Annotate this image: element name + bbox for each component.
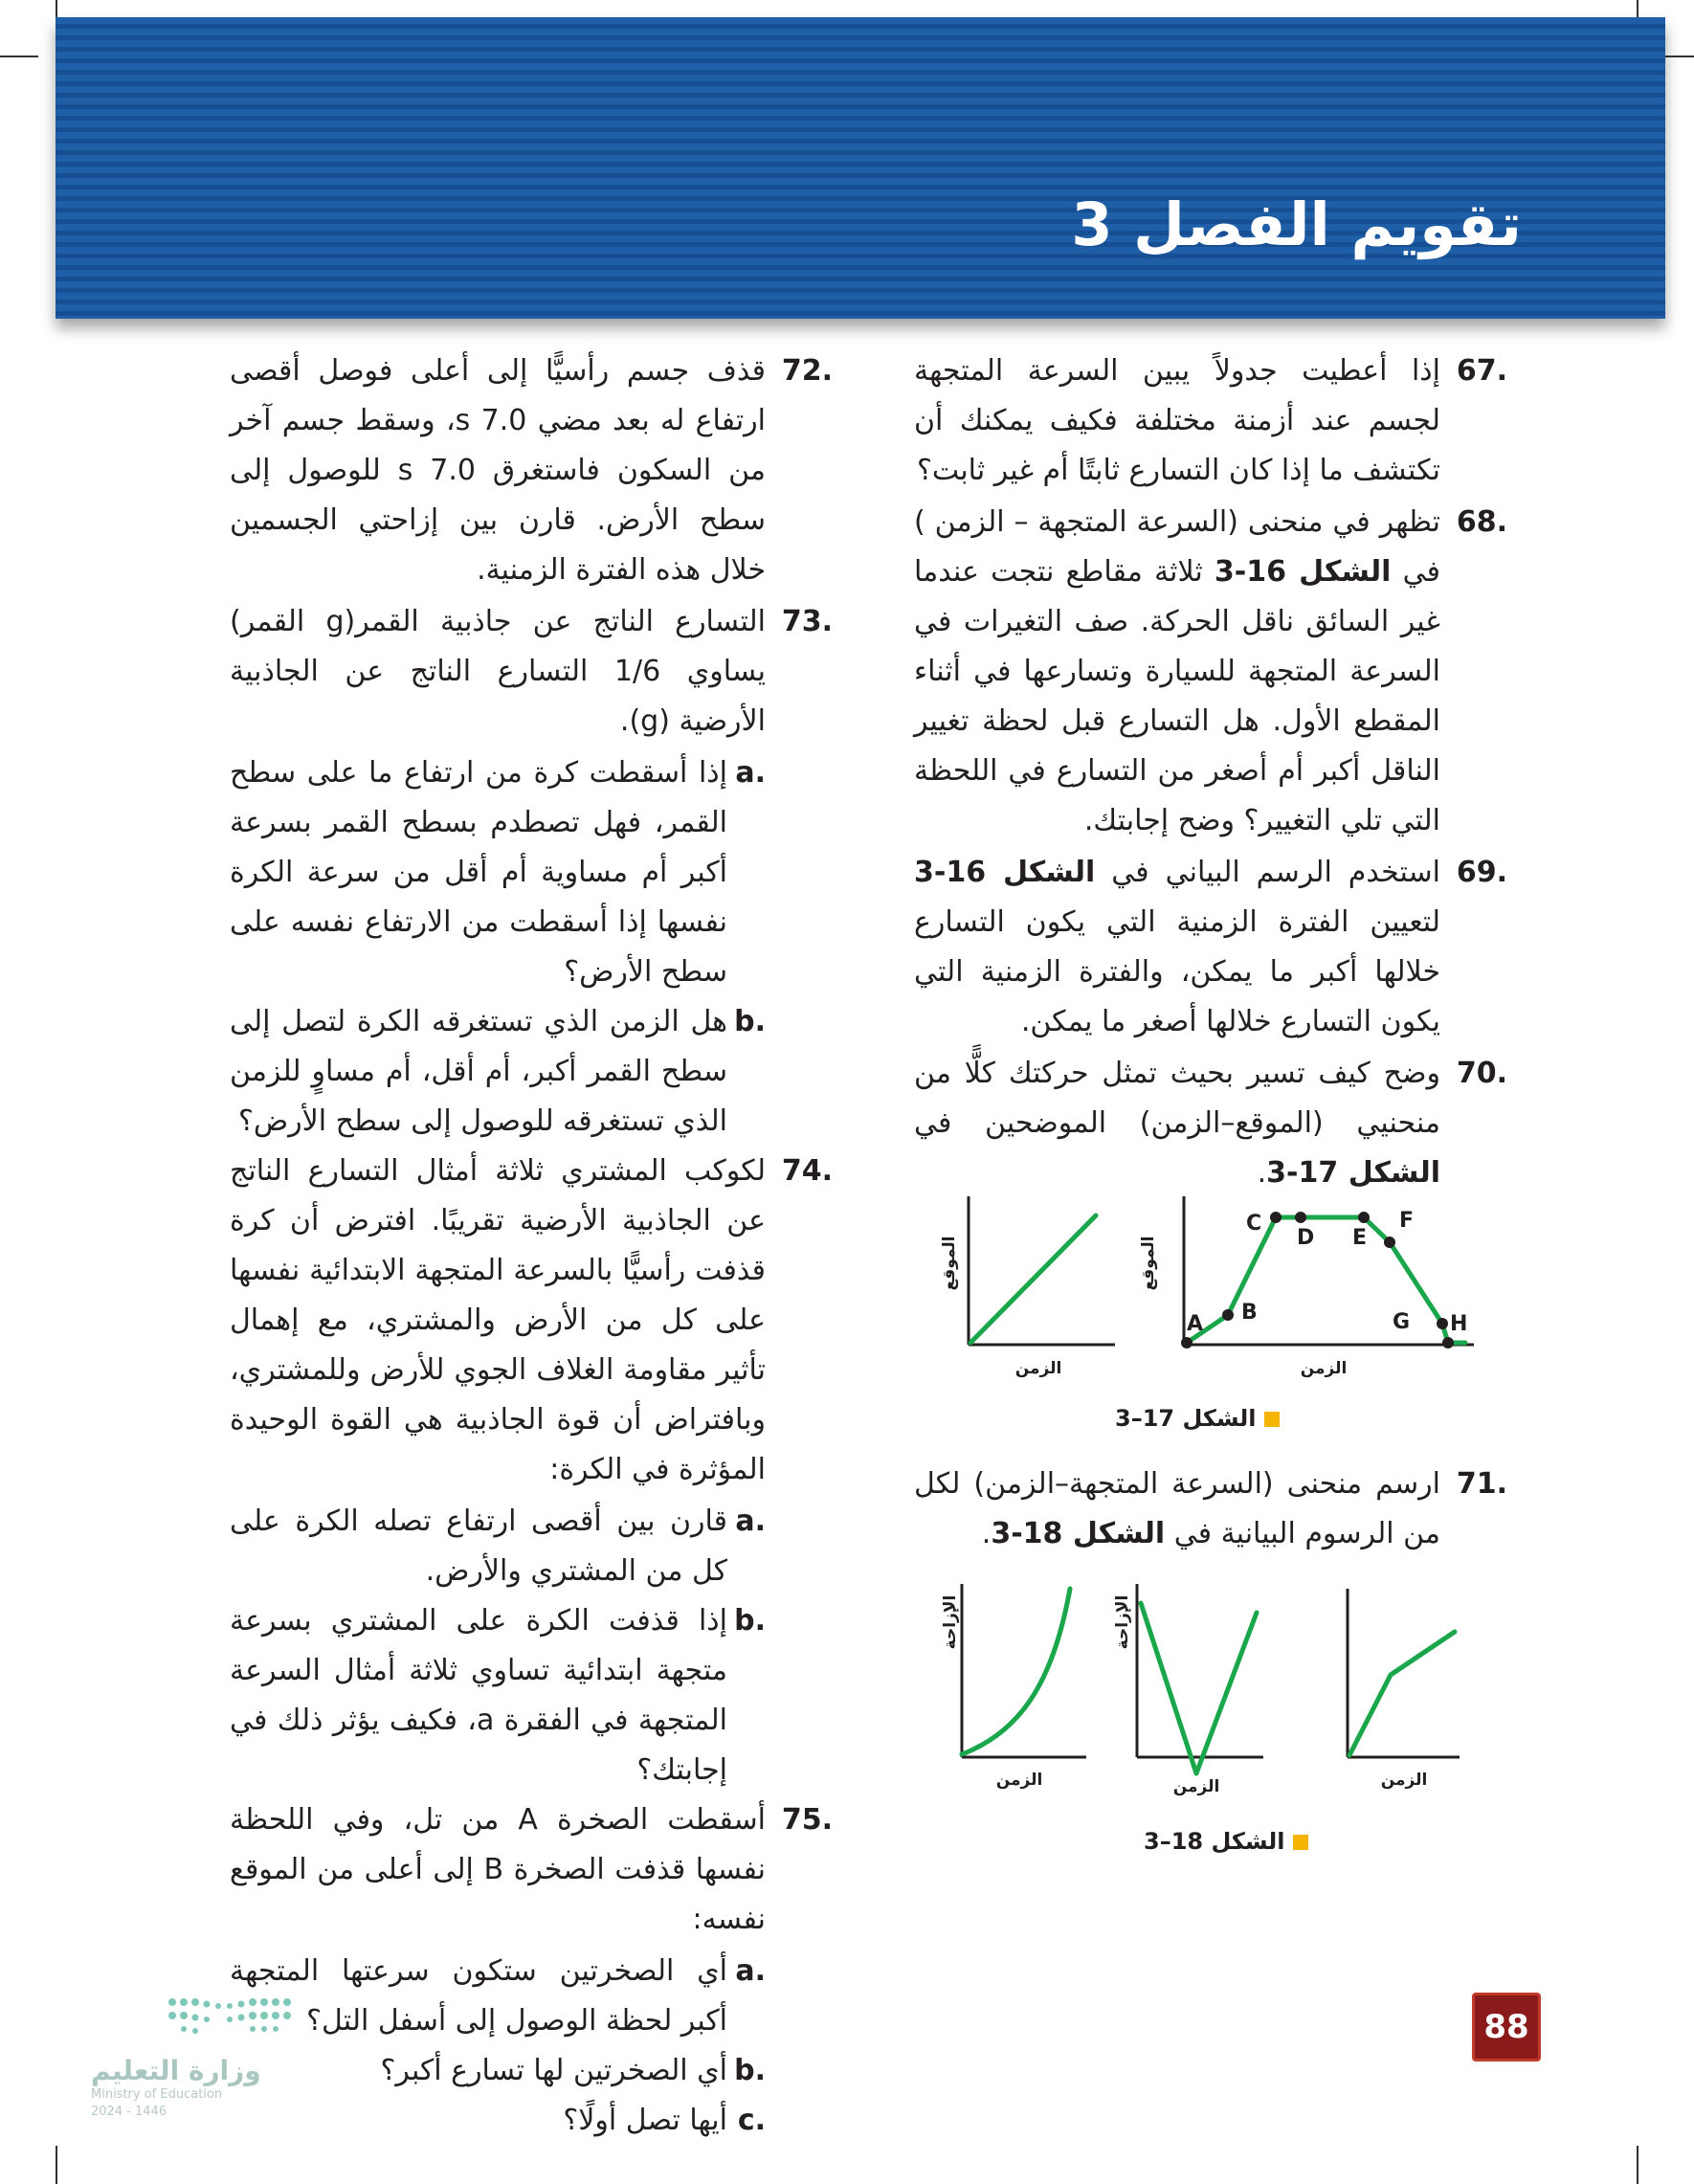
sub-text: قارن بين أقصى ارتفاع تصله الكرة على كل من المشتري والأرض. [230, 1504, 727, 1588]
sub-letter: b. [734, 1005, 766, 1038]
sub-text: أي الصخرتين ستكون سرعتها المتجهة أكبر لحظة الوصول إلى أسفل التل؟ [230, 1954, 727, 2038]
x-axis-label: الزمن [1300, 1359, 1348, 1378]
point-label: D [1297, 1226, 1315, 1250]
figure-reference: الشكل 18-3 [991, 1517, 1166, 1550]
sub-letter: a. [735, 756, 766, 790]
displacement-bent-line [1349, 1632, 1455, 1755]
x-axis-label: الزمن [1172, 1777, 1220, 1796]
ministry-logo [91, 1991, 321, 2125]
page-number: 88 [1472, 1993, 1541, 2061]
x-axis-label: الزمن [995, 1771, 1043, 1790]
x-axis-label: الزمن [1380, 1771, 1428, 1790]
question-text: استخدم الرسم البياني في [1095, 856, 1440, 889]
right-column-lower [914, 1460, 1507, 1561]
question-text: لكوكب المشتري ثلاثة أمثال التسارع الناتج عن الجاذبية الأرضية تقريبًا. افترض أن كرة قذفت رأسيًّا بالسرعة المتجهة الابتدائية نفسها على كل من الأرض والمشتري، مع إهمال تأثير مقاومة الغلاف الجوي للأرض وللمشتري، وبافتراض أن قوة الجاذبية هي القوة الوحيدة المؤثرة في الكرة: [230, 1154, 766, 1486]
displacement-curve [962, 1589, 1070, 1754]
page-title: تقويم الفصل 3 [1071, 189, 1522, 259]
figure-reference: الشكل 16-3 [914, 856, 1096, 889]
sub-text: إذا قذفت الكرة على المشتري بسرعة متجهة ابتدائية تساوي ثلاثة أمثال السرعة المتجهة في الفقرة a، فكيف يؤثر ذلك في إجابتك؟ [230, 1604, 727, 1787]
y-axis-label: الموقع [1139, 1236, 1158, 1291]
point-label: F [1399, 1209, 1415, 1233]
point-F [1384, 1237, 1395, 1248]
question-number: 67. [1456, 354, 1507, 388]
crop-mark [0, 56, 38, 57]
y-axis-label: الموقع [940, 1236, 959, 1291]
ministry-name-en: Ministry of Education [91, 2087, 223, 2102]
ministry-name-ar: وزارة التعليم [91, 2055, 261, 2086]
point-H [1442, 1337, 1454, 1348]
question-text: ثلاثة مقاطع نتجت عندما غير السائق ناقل الحركة. صف التغيرات في السرعة المتجهة للسيارة وتسارعها في أثناء المقطع الأول. هل التسارع قبل لحظة تغيير الناقل أكبر أم أصغر من التسارع في اللحظة التي تلي التغيير؟ وضح إجابتك. [914, 555, 1440, 837]
question-text: . [1257, 1156, 1267, 1190]
point-label: C [1246, 1212, 1262, 1236]
question-75 [230, 1795, 833, 1945]
point-label: B [1241, 1301, 1258, 1325]
question-text: ارسم منحنى (السرعة المتجهة–الزمن) لكل من الرسوم البيانية في [914, 1467, 1440, 1550]
point-label: E [1352, 1226, 1368, 1250]
question-74-a [230, 1497, 833, 1596]
question-text: وضح كيف تسير بحيث تمثل حركتك كلًّا من منحنيي (الموقع–الزمن) الموضحين في [914, 1057, 1440, 1140]
question-text: . [981, 1517, 992, 1550]
left-column [230, 346, 833, 2146]
sub-letter: b. [734, 1604, 766, 1638]
position-time-line [970, 1215, 1096, 1343]
point-E [1358, 1212, 1370, 1223]
point-D [1295, 1212, 1306, 1223]
figure-17-caption [1115, 1405, 1280, 1432]
question-number: 70. [1456, 1057, 1507, 1090]
question-69 [914, 848, 1507, 1047]
position-time-curve [1187, 1217, 1468, 1343]
question-74 [230, 1147, 833, 1495]
sub-letter: a. [735, 1504, 766, 1538]
x-axis-label: الزمن [1014, 1359, 1062, 1378]
question-number: 75. [781, 1803, 833, 1837]
crop-mark [1637, 2146, 1638, 2184]
point-label: A [1187, 1312, 1204, 1336]
question-74-b [230, 1596, 833, 1795]
figure-17-3 [933, 1187, 1488, 1397]
point-label: G [1393, 1310, 1411, 1334]
sub-letter: a. [735, 1954, 766, 1988]
question-73-a [230, 748, 833, 997]
caption-square-icon [1293, 1835, 1308, 1850]
y-axis-label: الإزاحة [1113, 1594, 1132, 1650]
point-label: H [1450, 1312, 1468, 1336]
sub-letter: b. [734, 2054, 766, 2087]
displacement-v-curve [1141, 1603, 1257, 1773]
question-text: التسارع الناتج عن جاذبية القمر(g القمر) يساوي 1/6 التسارع الناتج عن الجاذبية الأرضية (g). [230, 605, 766, 738]
question-text: تظهر في منحنى (السرعة المتجهة – الزمن ) في [914, 505, 1440, 589]
ministry-dots-icon [91, 1991, 321, 2048]
question-number: 68. [1456, 505, 1507, 539]
question-67 [914, 346, 1507, 496]
question-number: 74. [781, 1154, 833, 1188]
caption-text: الشكل 18–3 [1144, 1828, 1285, 1855]
question-73 [230, 597, 833, 747]
academic-year: 2024 - 1446 [91, 2105, 167, 2119]
chapter-banner [56, 17, 1665, 319]
question-72 [230, 346, 833, 595]
sub-text: إذا أسقطت كرة من ارتفاع ما على سطح القمر، فهل تصطدم بسطح القمر بسرعة أكبر أم مساوية أم أقل من سرعة الكرة نفسها إذا أسقطت من الارتفاع نفسه على سطح الأرض؟ [230, 756, 727, 989]
figure-reference: الشكل 17-3 [1266, 1156, 1440, 1190]
caption-text: الشكل 17–3 [1115, 1405, 1257, 1432]
sub-letter: c. [737, 2104, 766, 2137]
caption-square-icon [1264, 1412, 1280, 1427]
question-68 [914, 498, 1507, 846]
figure-18-3 [938, 1579, 1474, 1818]
right-column [914, 346, 1507, 1200]
sub-text: أي الصخرتين لها تسارع أكبر؟ [380, 2054, 727, 2087]
figure-reference: الشكل 16-3 [1214, 555, 1392, 589]
question-text: قذف جسم رأسيًّا إلى أعلى فوصل أقصى ارتفاع له بعد مضي 7.0 s، وسقط جسم آخر من السكون فاستغرق 7.0 s للوصول إلى سطح الأرض. قارن بين إزاحتي الجسمين خلال هذه الفترة الزمنية. [230, 354, 766, 587]
sub-text: أيها تصل أولًا؟ [563, 2104, 727, 2137]
question-text: إذا أعطيت جدولاً يبين السرعة المتجهة لجسم عند أزمنة مختلفة فكيف يمكنك أن تكتشف ما إذا كان التسارع ثابتًا أم غير ثابت؟ [914, 354, 1440, 487]
point-A [1181, 1337, 1192, 1348]
question-71 [914, 1460, 1507, 1559]
y-axis-label: الإزاحة [941, 1594, 960, 1650]
question-number: 72. [781, 354, 833, 388]
question-number: 71. [1456, 1467, 1507, 1501]
point-G [1437, 1318, 1448, 1329]
point-C [1270, 1212, 1282, 1223]
question-number: 69. [1456, 856, 1507, 889]
question-70 [914, 1049, 1507, 1198]
crop-mark [56, 2146, 57, 2184]
question-text: لتعيين الفترة الزمنية التي يكون التسارع خلالها أكبر ما يمكن، والفترة الزمنية التي يكون التسارع خلالها أصغر ما يمكن. [914, 905, 1440, 1038]
question-73-b [230, 997, 833, 1147]
point-B [1222, 1309, 1234, 1321]
question-text: أسقطت الصخرة A من تل، وفي اللحظة نفسها قذفت الصخرة B إلى أعلى من الموقع نفسه: [230, 1803, 766, 1936]
sub-text: هل الزمن الذي تستغرقه الكرة لتصل إلى سطح القمر أكبر، أم أقل، أم مساوٍ للزمن الذي تستغرقه للوصول إلى سطح الأرض؟ [230, 1005, 727, 1138]
figure-18-caption [1144, 1828, 1308, 1855]
question-number: 73. [781, 605, 833, 638]
